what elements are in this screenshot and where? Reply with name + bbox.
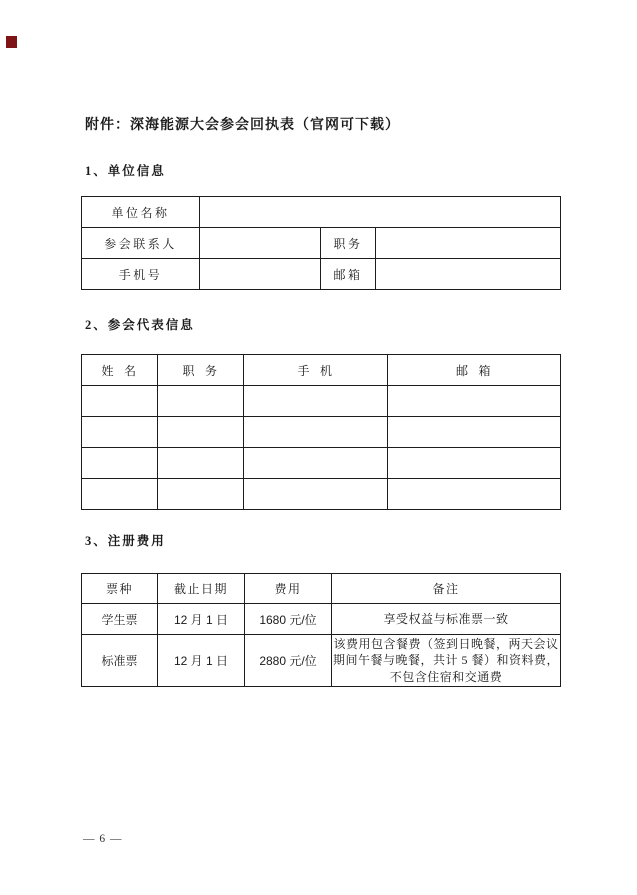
delegate-name-cell[interactable]	[82, 417, 158, 448]
red-marker	[6, 36, 17, 48]
position-input-cell[interactable]	[376, 228, 561, 259]
fee-header: 费用	[245, 574, 332, 604]
section-1-heading: 1、单位信息	[85, 164, 166, 178]
deadline-cell: 12 月 1 日	[158, 604, 245, 635]
page-number: — 6 —	[83, 833, 123, 845]
unit-name-input-cell[interactable]	[200, 197, 561, 228]
contact-label: 参会联系人	[82, 228, 200, 259]
fee-cell: 1680 元/位	[245, 604, 332, 635]
fee-row-student	[82, 604, 561, 635]
delegate-row	[82, 448, 561, 479]
unit-table-row-3	[82, 259, 561, 290]
delegate-name-cell[interactable]	[82, 479, 158, 510]
delegate-row	[82, 479, 561, 510]
section-2-heading: 2、参会代表信息	[85, 318, 195, 332]
unit-table-row-2	[82, 228, 561, 259]
delegate-row	[82, 386, 561, 417]
fees-table	[81, 573, 561, 687]
note-header: 备注	[332, 574, 561, 604]
delegate-title-cell[interactable]	[158, 479, 244, 510]
delegates-header-row	[82, 355, 561, 386]
delegate-mobile-cell[interactable]	[244, 448, 388, 479]
delegate-mobile-cell[interactable]	[244, 386, 388, 417]
delegate-title-cell[interactable]	[158, 386, 244, 417]
delegate-email-cell[interactable]	[388, 386, 561, 417]
delegate-mobile-cell[interactable]	[244, 417, 388, 448]
note-cell: 享受权益与标准票一致	[332, 604, 561, 635]
fees-header-row	[82, 574, 561, 604]
note-cell: 该费用包含餐费（签到日晚餐，两天会议期间午餐与晚餐，共计 5 餐）和资料费，不包含住宿和交通费	[332, 635, 561, 687]
delegate-email-header: 邮 箱	[388, 355, 561, 386]
delegate-email-cell[interactable]	[388, 448, 561, 479]
unit-info-table	[81, 196, 561, 290]
fee-row-standard	[82, 635, 561, 687]
delegate-title-header: 职 务	[158, 355, 244, 386]
fee-cell: 2880 元/位	[245, 635, 332, 687]
delegate-email-cell[interactable]	[388, 479, 561, 510]
section-3-heading: 3、注册费用	[85, 534, 166, 548]
delegate-name-cell[interactable]	[82, 448, 158, 479]
unit-name-label: 单位名称	[82, 197, 200, 228]
delegate-name-cell[interactable]	[82, 386, 158, 417]
delegate-mobile-header: 手 机	[244, 355, 388, 386]
ticket-type-cell: 学生票	[82, 604, 158, 635]
delegate-row	[82, 417, 561, 448]
email-input-cell[interactable]	[376, 259, 561, 290]
delegates-table	[81, 354, 561, 510]
deadline-header: 截止日期	[158, 574, 245, 604]
delegate-mobile-cell[interactable]	[244, 479, 388, 510]
unit-table-row-1	[82, 197, 561, 228]
delegate-title-cell[interactable]	[158, 417, 244, 448]
mobile-label: 手机号	[82, 259, 200, 290]
ticket-type-header: 票种	[82, 574, 158, 604]
email-label: 邮箱	[321, 259, 376, 290]
contact-input-cell[interactable]	[200, 228, 321, 259]
delegate-name-header: 姓 名	[82, 355, 158, 386]
position-label: 职务	[321, 228, 376, 259]
delegate-title-cell[interactable]	[158, 448, 244, 479]
attachment-title: 附件：深海能源大会参会回执表（官网可下载）	[85, 118, 400, 133]
delegate-email-cell[interactable]	[388, 417, 561, 448]
ticket-type-cell: 标准票	[82, 635, 158, 687]
deadline-cell: 12 月 1 日	[158, 635, 245, 687]
mobile-input-cell[interactable]	[200, 259, 321, 290]
